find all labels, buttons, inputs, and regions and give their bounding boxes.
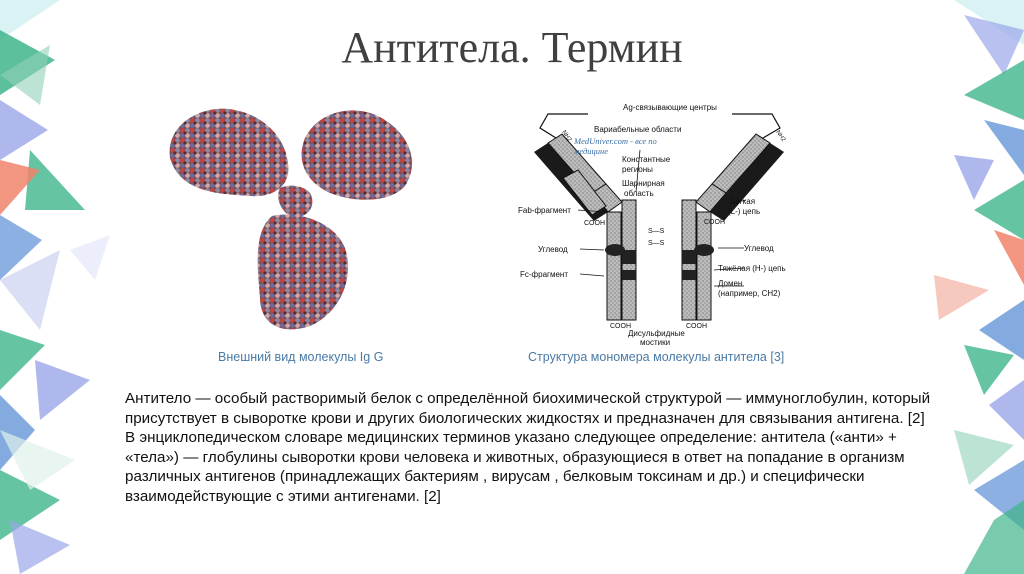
left-decoration — [0, 0, 130, 574]
definition-text — [125, 389, 945, 506]
structure-caption: Структура мономера молекулы антитела [3] — [528, 350, 785, 364]
label-disulfide-1: Дисульфидные — [628, 329, 685, 338]
label-glycan-left: Углевод — [538, 245, 568, 254]
label-variable: Вариабельные области — [594, 125, 682, 134]
label-cooh-bottom-left: COOH — [610, 323, 631, 330]
label-hinge-2: область — [624, 189, 654, 198]
label-fc: Fc-фрагмент — [520, 270, 568, 279]
label-cooh-left: COOH — [584, 220, 605, 227]
label-ss-1: S—S — [648, 228, 665, 235]
label-cooh-right: COOH — [704, 219, 725, 226]
label-domain-1: Домен — [718, 279, 743, 288]
label-light-1: Лёгкая — [730, 197, 756, 206]
label-glycan-right: Углевод — [744, 244, 774, 253]
label-ag-sites: Ag-связывающие центры — [623, 103, 717, 112]
label-nh2-right: NH2 — [774, 129, 787, 143]
label-ss-2: S—S — [648, 240, 665, 247]
label-cooh-bottom-right: COOH — [686, 323, 707, 330]
label-heavy: Тяжёлая (Н-) цепь — [718, 264, 786, 273]
label-constant-1: Константные — [622, 155, 671, 164]
page-title: Антитела. Термин — [341, 23, 683, 72]
molecule-caption: Внешний вид молекулы Ig G — [218, 350, 384, 364]
label-disulfide-2: мостики — [640, 338, 671, 345]
watermark-line-2: медицине — [574, 146, 609, 156]
label-nh2-left: NH2 — [560, 129, 573, 143]
label-constant-2: регионы — [622, 165, 653, 174]
paragraph-2: В энциклопедическом словаре медицинских терминов указано следующее определение: антитела («анти» + «тела») — глобулины сыворотки крови человека и животных, образующиеся в ответ на попадание в организм различных антигенов (принадлежащих бактериям , вирусам , белковым токсинам и др.) и специфически взаимодействующие с этими антигенами. [2] — [125, 429, 905, 505]
label-light-2: (L-) цепь — [728, 207, 761, 216]
antibody-structure-diagram — [518, 100, 798, 345]
label-fab: Fab-фрагмент — [518, 206, 571, 215]
label-domain-2: (например, CH2) — [718, 289, 781, 298]
paragraph-1: Антитело — особый растворимый белок с определённой биохимической структурой — иммуноглобулин, который присутствует в сыворотке крови и других биологических жидкостях и предназначен для связывания антигена. [2] — [125, 390, 931, 427]
igg-molecule-image — [160, 98, 440, 338]
label-hinge-1: Шарнирная — [622, 179, 665, 188]
watermark-line-1: MedUniver.com - все по — [574, 136, 657, 146]
